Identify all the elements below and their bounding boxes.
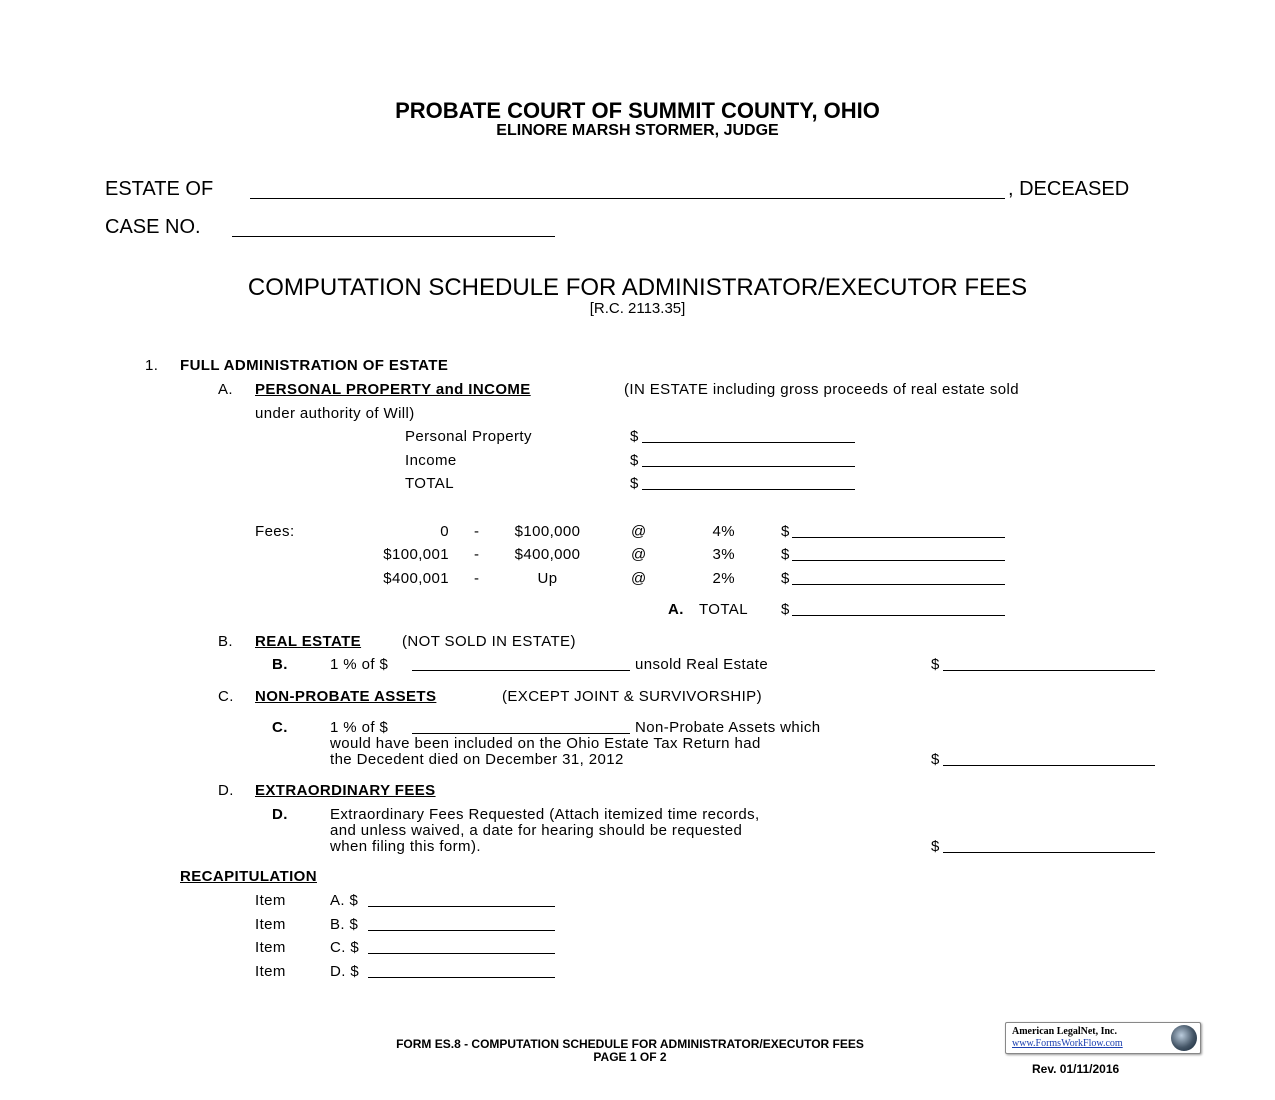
fee-rate: 2% — [712, 570, 735, 587]
recap-item-code: A. $ — [330, 892, 359, 909]
recap-item-label: Item — [255, 939, 286, 956]
personal-property-label: Personal Property — [405, 428, 532, 445]
statute-reference: [R.C. 2113.35] — [589, 300, 686, 317]
fee-bracket-dash: - — [474, 570, 480, 587]
fee-bracket-to: Up — [537, 570, 558, 587]
revision-date: Rev. 01/11/2016 — [1032, 1062, 1120, 1076]
dollar-sign: $ — [781, 523, 790, 540]
section-heading: FULL ADMINISTRATION OF ESTATE — [180, 357, 449, 374]
fee-bracket-dash: - — [474, 523, 480, 540]
fee-bracket-to: $100,000 — [514, 523, 581, 540]
fees-label: Fees: — [255, 523, 295, 540]
item-d-title: EXTRAORDINARY FEES — [255, 782, 436, 799]
globe-icon — [1171, 1025, 1197, 1051]
a-total-field[interactable] — [792, 615, 1005, 616]
recap-c-field[interactable] — [368, 953, 555, 954]
section-number: 1. — [145, 357, 159, 374]
deceased-label: , DECEASED — [1008, 178, 1130, 200]
fee-at-sign: @ — [631, 570, 647, 587]
item-a-description: (IN ESTATE including gross proceeds of real estate sold — [624, 381, 1019, 398]
recap-item-label: Item — [255, 916, 286, 933]
recap-item-code: B. $ — [330, 916, 359, 933]
item-d-amount-field[interactable] — [943, 852, 1155, 853]
item-b-amount-field[interactable] — [943, 670, 1155, 671]
fee-at-sign: @ — [631, 546, 647, 563]
real-estate-value-field[interactable] — [412, 670, 630, 671]
income-field[interactable] — [642, 466, 855, 467]
recap-a-field[interactable] — [368, 906, 555, 907]
item-d-text-line2: and unless waived, a date for hearing should be requested — [330, 822, 743, 839]
item-a-description-cont: under authority of Will) — [255, 405, 415, 422]
item-d-sub-letter: D. — [272, 806, 288, 823]
estate-name-field[interactable] — [250, 198, 1005, 199]
logo-website-link[interactable]: www.FormsWorkFlow.com — [1012, 1038, 1123, 1049]
footer-page-number: PAGE 1 OF 2 — [593, 1050, 667, 1064]
judge-name: ELINORE MARSH STORMER, JUDGE — [496, 122, 779, 139]
fee-bracket-dash: - — [474, 546, 480, 563]
fee-bracket-from: $100,001 — [383, 546, 449, 563]
a-total-letter: A. — [668, 601, 684, 618]
recap-item-code: D. $ — [330, 963, 360, 980]
footer-form-name: FORM ES.8 - COMPUTATION SCHEDULE FOR ADMINISTRATOR/EXECUTOR FEES — [396, 1037, 864, 1051]
item-b-sub-letter: B. — [272, 656, 288, 673]
estate-label: ESTATE OF — [105, 178, 214, 200]
item-c-letter: C. — [218, 688, 234, 705]
a-total-label: TOTAL — [699, 601, 748, 618]
item-b-letter: B. — [218, 633, 233, 650]
recap-item-code: C. $ — [330, 939, 360, 956]
recap-title: RECAPITULATION — [180, 868, 317, 885]
fee-rate: 4% — [712, 523, 735, 540]
case-number-field[interactable] — [232, 236, 555, 237]
fee-3pct-field[interactable] — [792, 560, 1005, 561]
item-b-description: (NOT SOLD IN ESTATE) — [402, 633, 576, 650]
item-c-text-line2: would have been included on the Ohio Estate Tax Return had — [330, 735, 761, 752]
fee-rate: 3% — [712, 546, 735, 563]
item-d-letter: D. — [218, 782, 234, 799]
dollar-sign: $ — [931, 751, 940, 768]
dollar-sign: $ — [781, 546, 790, 563]
item-c-amount-field[interactable] — [943, 765, 1155, 766]
recap-item-label: Item — [255, 963, 286, 980]
personal-property-field[interactable] — [642, 442, 855, 443]
dollar-sign: $ — [781, 601, 790, 618]
dollar-sign: $ — [630, 452, 639, 469]
form-title: COMPUTATION SCHEDULE FOR ADMINISTRATOR/EXECUTOR FEES — [247, 274, 1028, 301]
fee-2pct-field[interactable] — [792, 584, 1005, 585]
dollar-sign: $ — [781, 570, 790, 587]
item-c-text-line3: the Decedent died on December 31, 2012 — [330, 751, 624, 768]
case-label: CASE NO. — [105, 216, 201, 238]
dollar-sign: $ — [630, 428, 639, 445]
legalnet-logo[interactable] — [1005, 1022, 1201, 1054]
total-label: TOTAL — [405, 475, 454, 492]
item-d-text-line3: when filing this form). — [330, 838, 481, 855]
item-c-description: (EXCEPT JOINT & SURVIVORSHIP) — [502, 688, 762, 705]
logo-company-name: American LegalNet, Inc. — [1012, 1026, 1117, 1037]
non-probate-value-field[interactable] — [412, 733, 630, 734]
item-c-pre-text: 1 % of $ — [330, 719, 389, 736]
item-c-sub-letter: C. — [272, 719, 288, 736]
fee-bracket-from: $400,001 — [383, 570, 449, 587]
item-b-post-text: unsold Real Estate — [635, 656, 769, 673]
property-total-field[interactable] — [642, 489, 855, 490]
item-c-title: NON-PROBATE ASSETS — [255, 688, 437, 705]
fee-bracket-from: 0 — [440, 523, 449, 540]
recap-d-field[interactable] — [368, 977, 555, 978]
income-label: Income — [405, 452, 457, 469]
dollar-sign: $ — [931, 838, 940, 855]
recap-item-label: Item — [255, 892, 286, 909]
dollar-sign: $ — [630, 475, 639, 492]
item-d-text-line1: Extraordinary Fees Requested (Attach itemized time records, — [330, 806, 760, 823]
fee-at-sign: @ — [631, 523, 647, 540]
item-b-pre-text: 1 % of $ — [330, 656, 389, 673]
recap-b-field[interactable] — [368, 930, 555, 931]
dollar-sign: $ — [931, 656, 940, 673]
fee-bracket-to: $400,000 — [514, 546, 581, 563]
item-c-post-text: Non-Probate Assets which — [635, 719, 821, 736]
item-b-title: REAL ESTATE — [255, 633, 362, 650]
item-a-title: PERSONAL PROPERTY and INCOME — [255, 381, 531, 398]
fee-4pct-field[interactable] — [792, 537, 1005, 538]
court-name: PROBATE COURT OF SUMMIT COUNTY, OHIO — [395, 98, 880, 123]
item-a-letter: A. — [218, 381, 233, 398]
